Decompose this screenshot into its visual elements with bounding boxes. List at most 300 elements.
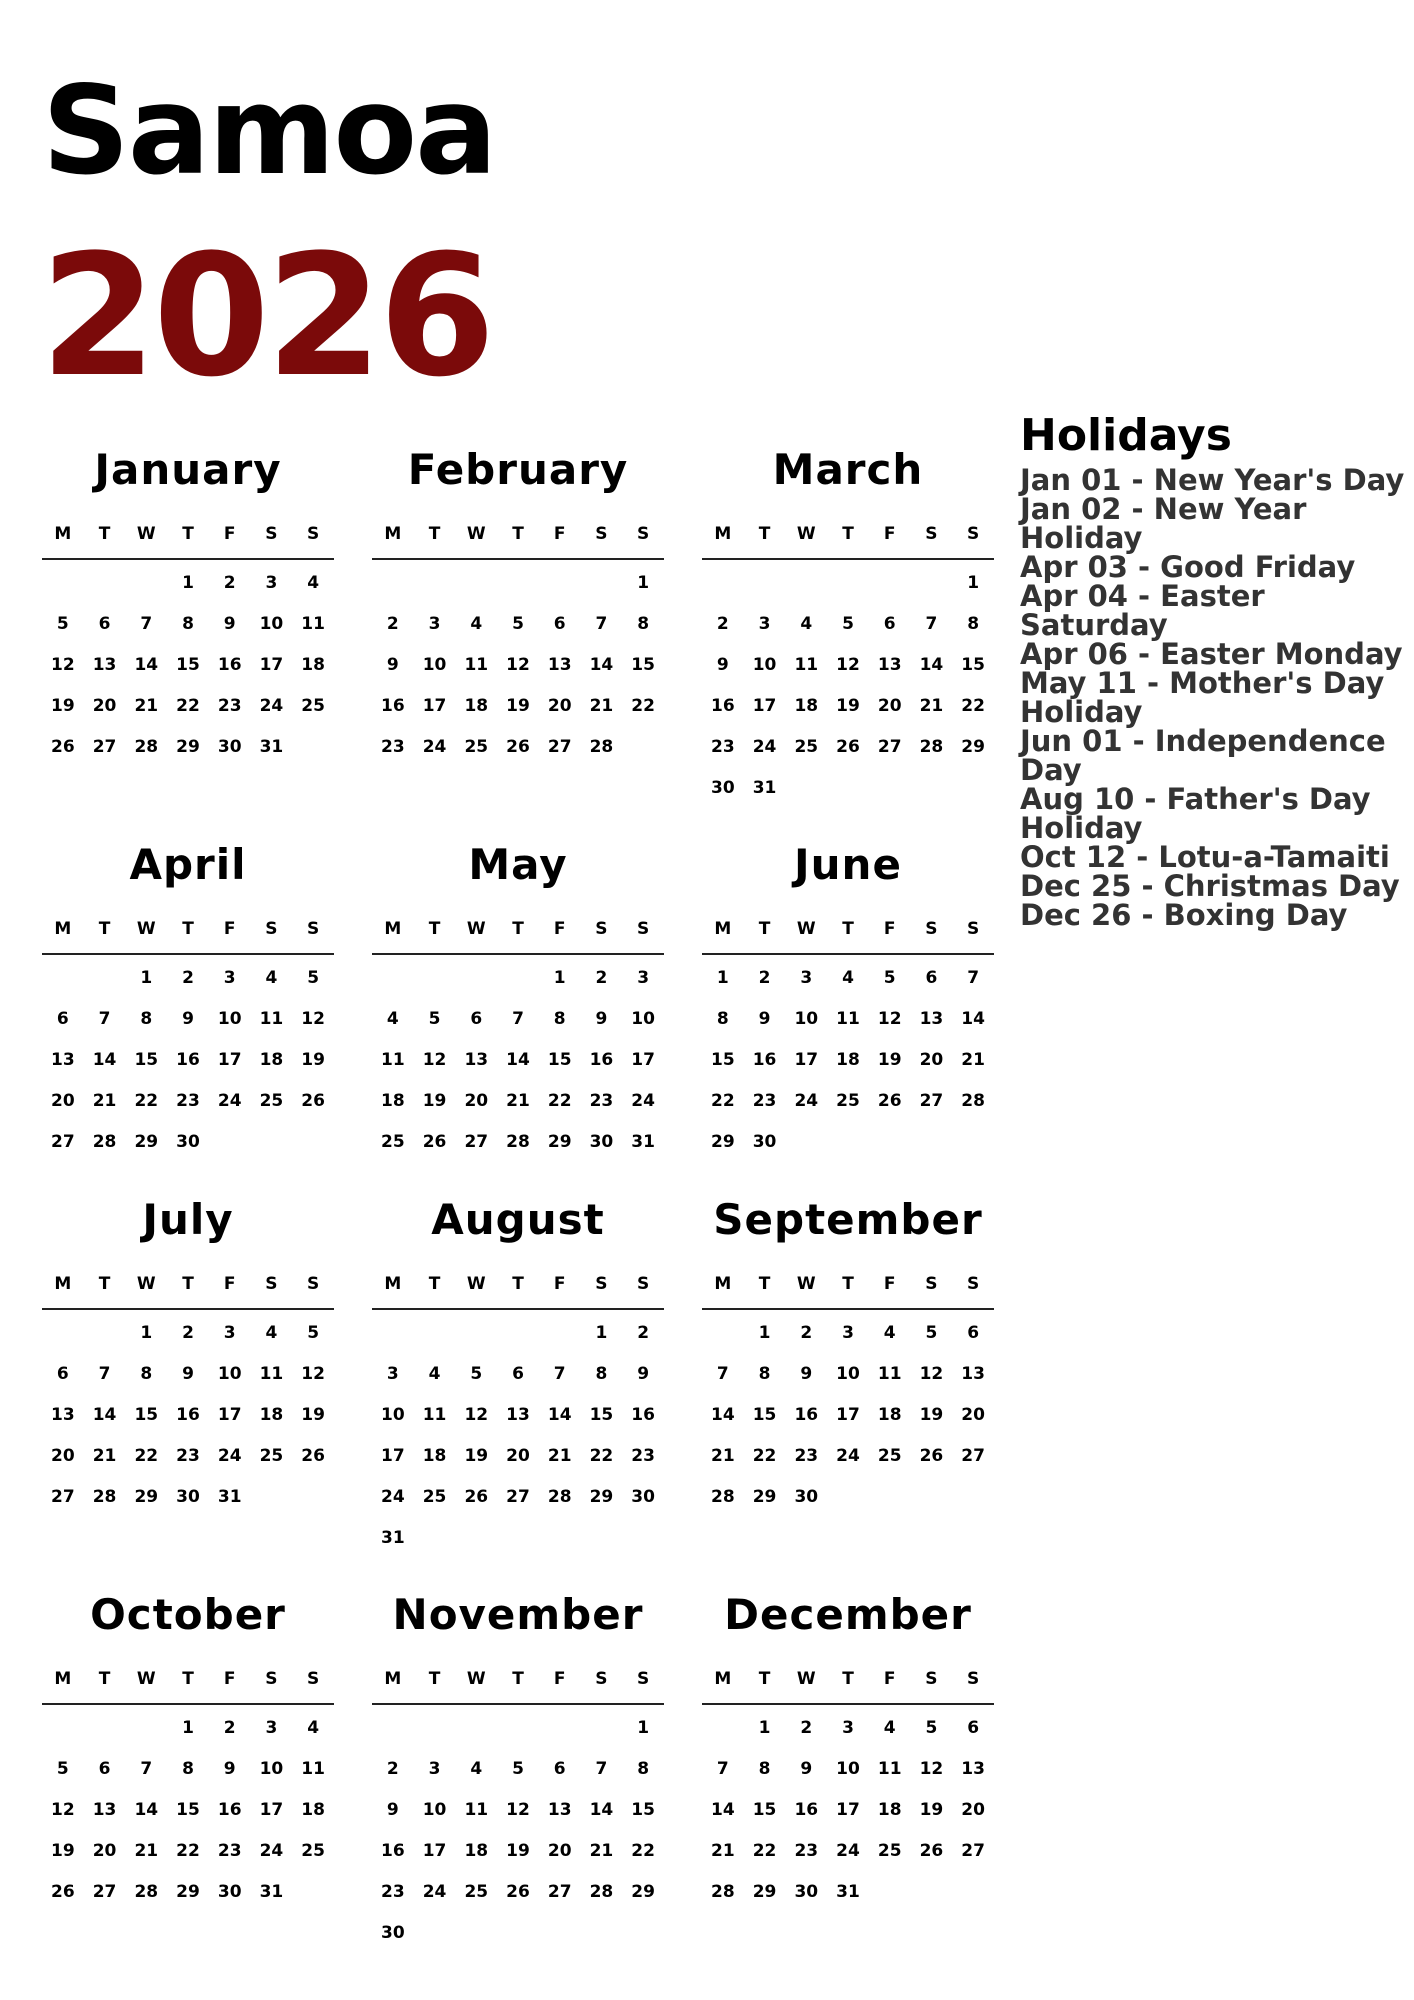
- day-cell: 19: [464, 1445, 489, 1466]
- day-cell: 30: [176, 1131, 200, 1152]
- day-cell: 7: [140, 613, 153, 634]
- weekday-label: T: [758, 1274, 771, 1294]
- weekday-label: W: [466, 919, 486, 939]
- day-cell: 14: [92, 1404, 117, 1425]
- day-cell: 18: [259, 1049, 284, 1070]
- weekday-label: S: [925, 524, 938, 544]
- day-cell: 25: [877, 1445, 902, 1466]
- day-cell: 30: [381, 1922, 405, 1943]
- weekday-label: T: [842, 524, 854, 544]
- day-cell: 3: [265, 572, 278, 593]
- day-cell: 29: [752, 1881, 777, 1902]
- weekday-label: T: [842, 919, 854, 939]
- day-cell: 11: [301, 613, 325, 634]
- day-cell: 3: [842, 1717, 854, 1738]
- day-cell: 10: [794, 1008, 819, 1029]
- day-cell: 24: [752, 736, 777, 757]
- day-cell: 25: [259, 1445, 284, 1466]
- day-cell: 13: [464, 1049, 489, 1070]
- day-cell: 29: [134, 1486, 159, 1507]
- day-cell: 27: [92, 736, 117, 757]
- weekday-label: S: [967, 524, 980, 544]
- day-cell: 15: [631, 1799, 655, 1820]
- day-grid: [702, 955, 994, 1162]
- day-cell: 5: [307, 967, 320, 988]
- day-cell: 25: [464, 736, 489, 757]
- day-cell: 9: [800, 1758, 813, 1779]
- day-cell: 7: [595, 1758, 608, 1779]
- weekday-label: W: [796, 1274, 816, 1294]
- day-cell: 15: [176, 654, 200, 675]
- day-cell: 1: [716, 967, 729, 988]
- day-cell: 20: [92, 1840, 117, 1861]
- day-cell: 5: [842, 613, 854, 634]
- weekday-header: [42, 510, 334, 560]
- day-cell: 18: [301, 1799, 325, 1820]
- day-cell: 26: [422, 1131, 447, 1152]
- day-cell: 24: [422, 736, 447, 757]
- weekday-header: [42, 905, 334, 955]
- day-cell: 25: [301, 695, 325, 716]
- holiday-item: Oct 12 - Lotu-a-Tamaiti: [1020, 840, 1390, 874]
- holiday-item: Jun 01 - Independence Day: [1020, 724, 1386, 787]
- day-cell: 31: [381, 1527, 405, 1548]
- day-cell: 8: [716, 1008, 729, 1029]
- holiday-item: May 11 - Mother's Day Holiday: [1020, 666, 1385, 729]
- weekday-header: [372, 510, 664, 560]
- weekday-label: S: [307, 919, 320, 939]
- day-cell: 28: [711, 1881, 735, 1902]
- day-cell: 23: [176, 1445, 200, 1466]
- weekday-label: S: [595, 1274, 608, 1294]
- day-cell: 13: [92, 1799, 117, 1820]
- weekday-label: W: [796, 1669, 816, 1689]
- weekday-label: F: [883, 524, 896, 544]
- day-cell: 4: [265, 967, 278, 988]
- day-cell: 15: [134, 1049, 159, 1070]
- holiday-item: Dec 25 - Christmas Day: [1020, 869, 1400, 903]
- day-cell: 24: [381, 1486, 405, 1507]
- weekday-label: M: [54, 1669, 72, 1689]
- day-cell: 12: [506, 1799, 530, 1820]
- day-cell: 13: [919, 1008, 944, 1029]
- day-cell: 9: [595, 1008, 608, 1029]
- day-cell: 24: [217, 1445, 242, 1466]
- day-cell: 23: [381, 736, 405, 757]
- day-cell: 4: [386, 1008, 399, 1029]
- day-cell: 20: [547, 1840, 572, 1861]
- day-cell: 5: [512, 613, 524, 634]
- day-cell: 27: [547, 1881, 572, 1902]
- month-december: [702, 1575, 994, 1912]
- day-cell: 7: [967, 967, 980, 988]
- day-cell: 25: [464, 1881, 489, 1902]
- day-cell: 18: [301, 654, 325, 675]
- day-cell: 10: [217, 1363, 242, 1384]
- year-title: 2026: [40, 218, 492, 414]
- day-cell: 29: [631, 1881, 655, 1902]
- month-name: November: [392, 1590, 644, 1639]
- day-cell: 24: [836, 1840, 860, 1861]
- holiday-item: Aug 10 - Father's Day Holiday: [1020, 782, 1371, 845]
- day-cell: 4: [470, 1758, 483, 1779]
- day-cell: 12: [301, 1363, 325, 1384]
- day-cell: 20: [919, 1049, 944, 1070]
- day-cell: 14: [589, 654, 614, 675]
- day-cell: 3: [223, 967, 236, 988]
- weekday-header: [372, 905, 664, 955]
- day-grid: [42, 560, 334, 767]
- weekday-label: T: [758, 1669, 771, 1689]
- month-name: May: [468, 840, 568, 889]
- weekday-label: T: [512, 919, 524, 939]
- day-cell: 2: [637, 1322, 650, 1343]
- day-cell: 11: [422, 1404, 447, 1425]
- day-grid: [42, 1705, 334, 1912]
- day-cell: 8: [637, 1758, 650, 1779]
- day-cell: 23: [631, 1445, 655, 1466]
- day-cell: 14: [134, 1799, 159, 1820]
- day-cell: 1: [140, 967, 153, 988]
- day-cell: 23: [711, 736, 735, 757]
- day-cell: 2: [758, 967, 771, 988]
- day-cell: 3: [637, 967, 650, 988]
- day-cell: 11: [464, 1799, 489, 1820]
- day-cell: 5: [925, 1322, 938, 1343]
- day-cell: 17: [836, 1404, 860, 1425]
- day-cell: 25: [301, 1840, 325, 1861]
- day-cell: 31: [752, 777, 777, 798]
- weekday-label: T: [428, 919, 441, 939]
- day-cell: 20: [547, 695, 572, 716]
- month-name: December: [724, 1590, 972, 1639]
- day-cell: 19: [836, 695, 860, 716]
- day-cell: 18: [877, 1404, 902, 1425]
- day-cell: 24: [631, 1090, 655, 1111]
- day-cell: 24: [259, 695, 284, 716]
- weekday-label: M: [714, 1274, 732, 1294]
- day-cell: 6: [967, 1717, 980, 1738]
- day-cell: 17: [259, 654, 284, 675]
- weekday-label: T: [428, 524, 441, 544]
- day-cell: 13: [51, 1049, 75, 1070]
- weekday-label: F: [883, 1669, 896, 1689]
- holiday-item: Apr 06 - Easter Monday: [1020, 637, 1403, 671]
- day-cell: 11: [259, 1363, 284, 1384]
- day-grid: [372, 1310, 664, 1558]
- day-cell: 5: [307, 1322, 320, 1343]
- day-cell: 22: [134, 1445, 159, 1466]
- day-cell: 11: [464, 654, 489, 675]
- day-cell: 17: [422, 695, 447, 716]
- weekday-label: F: [553, 1669, 566, 1689]
- weekday-header: [702, 510, 994, 560]
- day-cell: 23: [217, 695, 242, 716]
- month-name: October: [90, 1590, 286, 1639]
- day-grid: [372, 560, 664, 767]
- day-cell: 25: [422, 1486, 447, 1507]
- day-cell: 13: [961, 1363, 985, 1384]
- weekday-label: S: [595, 1669, 608, 1689]
- day-cell: 1: [758, 1717, 771, 1738]
- month-october: [42, 1575, 334, 1912]
- day-cell: 21: [589, 695, 614, 716]
- day-cell: 4: [883, 1322, 896, 1343]
- day-cell: 31: [259, 1881, 284, 1902]
- day-cell: 9: [800, 1363, 813, 1384]
- day-cell: 1: [967, 572, 980, 593]
- day-cell: 2: [386, 613, 399, 634]
- day-cell: 27: [961, 1840, 985, 1861]
- day-cell: 5: [470, 1363, 483, 1384]
- day-cell: 1: [758, 1322, 771, 1343]
- day-cell: 12: [506, 654, 530, 675]
- day-cell: 28: [919, 736, 944, 757]
- day-cell: 30: [176, 1486, 200, 1507]
- day-cell: 9: [758, 1008, 771, 1029]
- weekday-label: T: [512, 524, 524, 544]
- day-cell: 9: [386, 1799, 399, 1820]
- day-grid: [702, 1705, 994, 1912]
- day-cell: 20: [506, 1445, 530, 1466]
- day-cell: 26: [919, 1840, 944, 1861]
- weekday-label: S: [925, 1669, 938, 1689]
- day-cell: 11: [877, 1363, 902, 1384]
- day-cell: 28: [134, 736, 159, 757]
- day-cell: 4: [307, 1717, 320, 1738]
- day-cell: 6: [925, 967, 938, 988]
- day-cell: 13: [51, 1404, 75, 1425]
- day-cell: 7: [98, 1363, 111, 1384]
- day-cell: 23: [176, 1090, 200, 1111]
- day-cell: 7: [98, 1008, 111, 1029]
- day-cell: 10: [259, 1758, 284, 1779]
- holidays-title: Holidays: [1020, 410, 1232, 461]
- day-cell: 8: [553, 1008, 566, 1029]
- month-february: [372, 430, 664, 767]
- day-cell: 20: [961, 1799, 985, 1820]
- day-cell: 18: [464, 1840, 489, 1861]
- day-cell: 19: [422, 1090, 447, 1111]
- day-cell: 12: [919, 1758, 944, 1779]
- day-cell: 21: [711, 1840, 735, 1861]
- day-cell: 25: [259, 1090, 284, 1111]
- day-cell: 1: [637, 1717, 650, 1738]
- day-cell: 9: [182, 1363, 194, 1384]
- day-cell: 8: [595, 1363, 608, 1384]
- weekday-label: S: [265, 919, 278, 939]
- weekday-label: M: [714, 1669, 732, 1689]
- weekday-label: M: [384, 1669, 402, 1689]
- day-cell: 24: [259, 1840, 284, 1861]
- weekday-label: F: [553, 1274, 566, 1294]
- month-name: June: [794, 840, 902, 889]
- month-august: [372, 1180, 664, 1558]
- day-cell: 14: [711, 1799, 735, 1820]
- day-cell: 16: [217, 1799, 242, 1820]
- weekday-label: S: [925, 919, 938, 939]
- day-cell: 2: [386, 1758, 399, 1779]
- day-cell: 3: [265, 1717, 278, 1738]
- day-cell: 8: [967, 613, 980, 634]
- weekday-label: T: [182, 919, 194, 939]
- day-grid: [372, 1705, 664, 1953]
- day-cell: 15: [711, 1049, 735, 1070]
- day-cell: 7: [925, 613, 938, 634]
- weekday-header: [372, 1260, 664, 1310]
- day-cell: 14: [92, 1049, 117, 1070]
- weekday-label: F: [223, 524, 236, 544]
- day-cell: 11: [301, 1758, 325, 1779]
- day-cell: 28: [711, 1486, 735, 1507]
- weekday-label: T: [182, 524, 194, 544]
- day-cell: 21: [961, 1049, 985, 1070]
- day-cell: 27: [877, 736, 902, 757]
- day-cell: 29: [176, 736, 200, 757]
- day-cell: 23: [217, 1840, 242, 1861]
- weekday-label: S: [265, 524, 278, 544]
- day-cell: 8: [182, 1758, 194, 1779]
- day-cell: 30: [217, 1881, 242, 1902]
- day-cell: 13: [506, 1404, 530, 1425]
- day-cell: 24: [422, 1881, 447, 1902]
- weekday-label: S: [967, 919, 980, 939]
- month-name: March: [772, 445, 924, 494]
- day-cell: 18: [381, 1090, 405, 1111]
- weekday-label: S: [637, 524, 650, 544]
- weekday-label: T: [182, 1274, 194, 1294]
- weekday-label: F: [553, 919, 566, 939]
- day-cell: 10: [217, 1008, 242, 1029]
- day-cell: 10: [259, 613, 284, 634]
- weekday-label: M: [714, 524, 732, 544]
- day-cell: 19: [506, 1840, 530, 1861]
- day-cell: 16: [794, 1799, 819, 1820]
- weekday-label: W: [136, 524, 156, 544]
- day-cell: 7: [140, 1758, 153, 1779]
- holiday-list: [1020, 463, 1405, 932]
- day-cell: 3: [428, 1758, 441, 1779]
- day-cell: 16: [381, 695, 405, 716]
- day-cell: 22: [134, 1090, 159, 1111]
- weekday-label: M: [714, 919, 732, 939]
- weekday-label: M: [384, 919, 402, 939]
- weekday-label: T: [182, 1669, 194, 1689]
- day-cell: 28: [92, 1131, 117, 1152]
- weekday-label: F: [553, 524, 566, 544]
- day-cell: 4: [470, 613, 483, 634]
- weekday-label: S: [307, 524, 320, 544]
- day-cell: 18: [422, 1445, 447, 1466]
- day-cell: 16: [176, 1404, 200, 1425]
- day-cell: 1: [595, 1322, 608, 1343]
- day-cell: 6: [98, 613, 111, 634]
- day-cell: 14: [919, 654, 944, 675]
- weekday-label: T: [758, 919, 771, 939]
- weekday-label: S: [307, 1274, 320, 1294]
- day-cell: 10: [381, 1404, 405, 1425]
- weekday-label: T: [98, 919, 111, 939]
- day-cell: 9: [716, 654, 729, 675]
- day-cell: 30: [794, 1881, 819, 1902]
- day-cell: 31: [259, 736, 284, 757]
- day-cell: 15: [631, 654, 655, 675]
- day-cell: 26: [506, 1881, 530, 1902]
- day-cell: 27: [547, 736, 572, 757]
- day-cell: 20: [92, 695, 117, 716]
- month-november: [372, 1575, 664, 1953]
- day-cell: 19: [506, 695, 530, 716]
- months-grid: [42, 430, 992, 1970]
- day-cell: 28: [547, 1486, 572, 1507]
- weekday-label: F: [223, 1274, 236, 1294]
- day-cell: 13: [961, 1758, 985, 1779]
- day-cell: 17: [217, 1049, 242, 1070]
- day-grid: [702, 1310, 994, 1517]
- day-cell: 1: [553, 967, 566, 988]
- weekday-header: [702, 1655, 994, 1705]
- day-cell: 16: [631, 1404, 655, 1425]
- month-name: September: [713, 1195, 983, 1244]
- day-cell: 25: [877, 1840, 902, 1861]
- day-cell: 21: [134, 695, 159, 716]
- day-cell: 17: [631, 1049, 655, 1070]
- day-cell: 28: [506, 1131, 530, 1152]
- day-cell: 29: [134, 1131, 159, 1152]
- day-cell: 16: [176, 1049, 200, 1070]
- day-cell: 18: [794, 695, 819, 716]
- day-cell: 8: [637, 613, 650, 634]
- weekday-label: T: [512, 1274, 524, 1294]
- month-name: April: [129, 840, 247, 889]
- day-cell: 21: [589, 1840, 614, 1861]
- day-cell: 2: [595, 967, 608, 988]
- day-cell: 6: [553, 613, 566, 634]
- weekday-label: S: [637, 919, 650, 939]
- day-cell: 26: [919, 1445, 944, 1466]
- day-cell: 20: [877, 695, 902, 716]
- day-cell: 16: [711, 695, 735, 716]
- day-cell: 3: [842, 1322, 854, 1343]
- day-cell: 8: [140, 1363, 153, 1384]
- day-cell: 21: [92, 1090, 117, 1111]
- month-july: [42, 1180, 334, 1517]
- weekday-header: [372, 1655, 664, 1705]
- day-cell: 24: [217, 1090, 242, 1111]
- day-cell: 23: [794, 1840, 819, 1861]
- day-cell: 5: [883, 967, 896, 988]
- day-cell: 13: [547, 1799, 572, 1820]
- day-cell: 1: [637, 572, 650, 593]
- day-cell: 12: [919, 1363, 944, 1384]
- weekday-label: T: [512, 1669, 524, 1689]
- holiday-item: Dec 26 - Boxing Day: [1020, 898, 1348, 932]
- day-cell: 16: [752, 1049, 777, 1070]
- day-cell: 3: [758, 613, 771, 634]
- day-cell: 24: [836, 1445, 860, 1466]
- day-cell: 2: [182, 967, 194, 988]
- day-cell: 6: [56, 1363, 69, 1384]
- day-cell: 11: [259, 1008, 284, 1029]
- day-cell: 31: [631, 1131, 655, 1152]
- day-cell: 3: [223, 1322, 236, 1343]
- month-march: [702, 430, 994, 808]
- weekday-label: W: [466, 1274, 486, 1294]
- holiday-item: Jan 01 - New Year's Day: [1020, 463, 1405, 497]
- day-cell: 6: [967, 1322, 980, 1343]
- day-cell: 11: [877, 1758, 902, 1779]
- weekday-label: F: [223, 1669, 236, 1689]
